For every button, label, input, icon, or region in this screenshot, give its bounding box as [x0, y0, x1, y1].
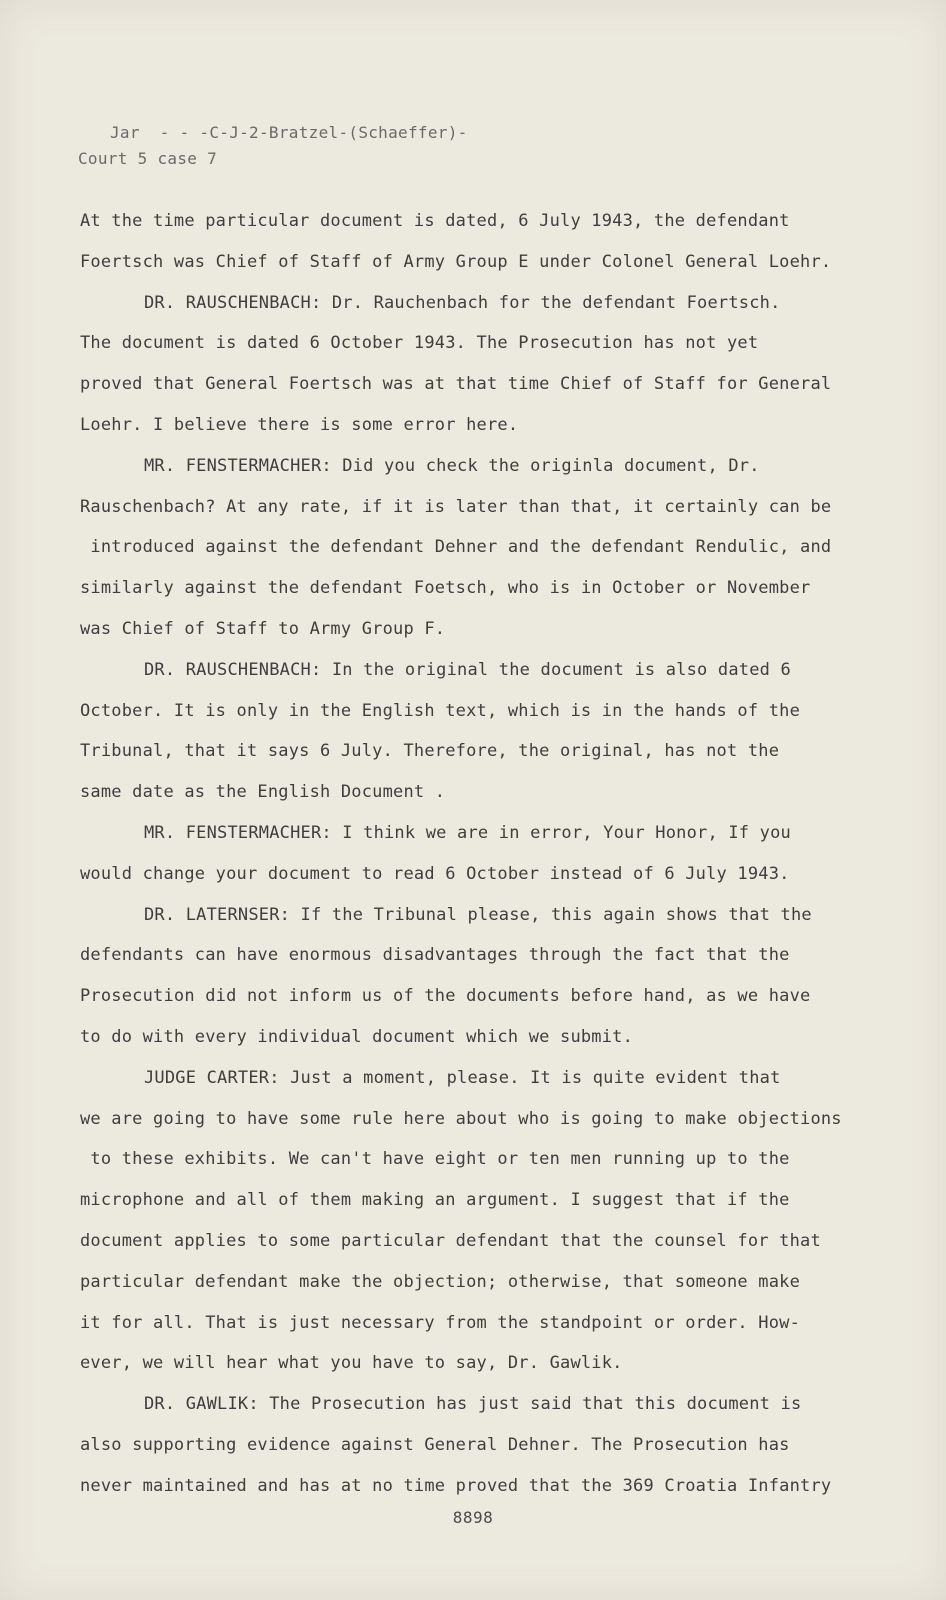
- text-line: also supporting evidence against General Dehner. The Prosecution has: [80, 1434, 790, 1455]
- text-line: to do with every individual document which we submit.: [80, 1026, 634, 1047]
- text-line: same date as the English Document .: [80, 782, 446, 803]
- text-line: Loehr. I believe there is some error here.: [80, 414, 519, 435]
- document-header: [78, 120, 468, 172]
- text-line: The document is dated 6 October 1943. The Prosecution has not yet: [80, 333, 759, 354]
- text-line: MR. FENSTERMACHER: Did you check the originla document, Dr.: [144, 455, 760, 476]
- text-line: JUDGE CARTER: Just a moment, please. It is quite evident that: [144, 1067, 781, 1088]
- text-line: similarly against the defendant Foetsch, who is in October or November: [80, 578, 811, 599]
- text-line: we are going to have some rule here about who is going to make objections: [80, 1108, 842, 1129]
- header-line-2: Court 5 case 7: [78, 149, 218, 168]
- text-line: DR. LATERNSER: If the Tribunal please, this again shows that the: [144, 904, 812, 925]
- text-line: would change your document to read 6 October instead of 6 July 1943.: [80, 863, 790, 884]
- text-line: Prosecution did not inform us of the documents before hand, as we have: [80, 986, 811, 1007]
- text-line: Rauschenbach? At any rate, if it is later than that, it certainly can be: [80, 496, 832, 517]
- text-line: microphone and all of them making an argument. I suggest that if the: [80, 1190, 790, 1211]
- text-line: defendants can have enormous disadvantages through the fact that the: [80, 945, 790, 966]
- text-line: Foertsch was Chief of Staff of Army Group E under Colonel General Loehr.: [80, 251, 832, 272]
- page-number: 8898: [452, 1508, 494, 1527]
- text-line: never maintained and has at no time proved that the 369 Croatia Infantry: [80, 1475, 832, 1496]
- header-line-1: Jar - - -C-J-2-Bratzel-(Schaeffer)-: [110, 123, 468, 142]
- text-line: MR. FENSTERMACHER: I think we are in error, Your Honor, If you: [144, 822, 791, 843]
- text-line: to these exhibits. We can't have eight or ten men running up to the: [80, 1149, 790, 1170]
- text-line: was Chief of Staff to Army Group F.: [80, 618, 446, 639]
- text-line: DR. GAWLIK: The Prosecution has just said that this document is: [144, 1394, 802, 1415]
- transcript-body: [80, 201, 840, 1507]
- text-line: proved that General Foertsch was at that time Chief of Staff for General: [80, 374, 832, 395]
- text-line: Tribunal, that it says 6 July. Therefore, the original, has not the: [80, 741, 780, 762]
- text-line: At the time particular document is dated, 6 July 1943, the defendant: [80, 211, 790, 231]
- text-line: it for all. That is just necessary from the standpoint or order. How-: [80, 1312, 801, 1333]
- text-line: document applies to some particular defendant that the counsel for that: [80, 1230, 821, 1251]
- text-line: introduced against the defendant Dehner and the defendant Rendulic, and: [80, 537, 832, 558]
- text-line: DR. RAUSCHENBACH: Dr. Rauchenbach for the defendant Foertsch.: [144, 292, 781, 313]
- text-line: October. It is only in the English text, which is in the hands of the: [80, 700, 801, 721]
- text-line: DR. RAUSCHENBACH: In the original the document is also dated 6: [144, 659, 791, 680]
- text-line: ever, we will hear what you have to say, Dr. Gawlik.: [80, 1353, 623, 1374]
- text-line: particular defendant make the objection; otherwise, that someone make: [80, 1271, 801, 1292]
